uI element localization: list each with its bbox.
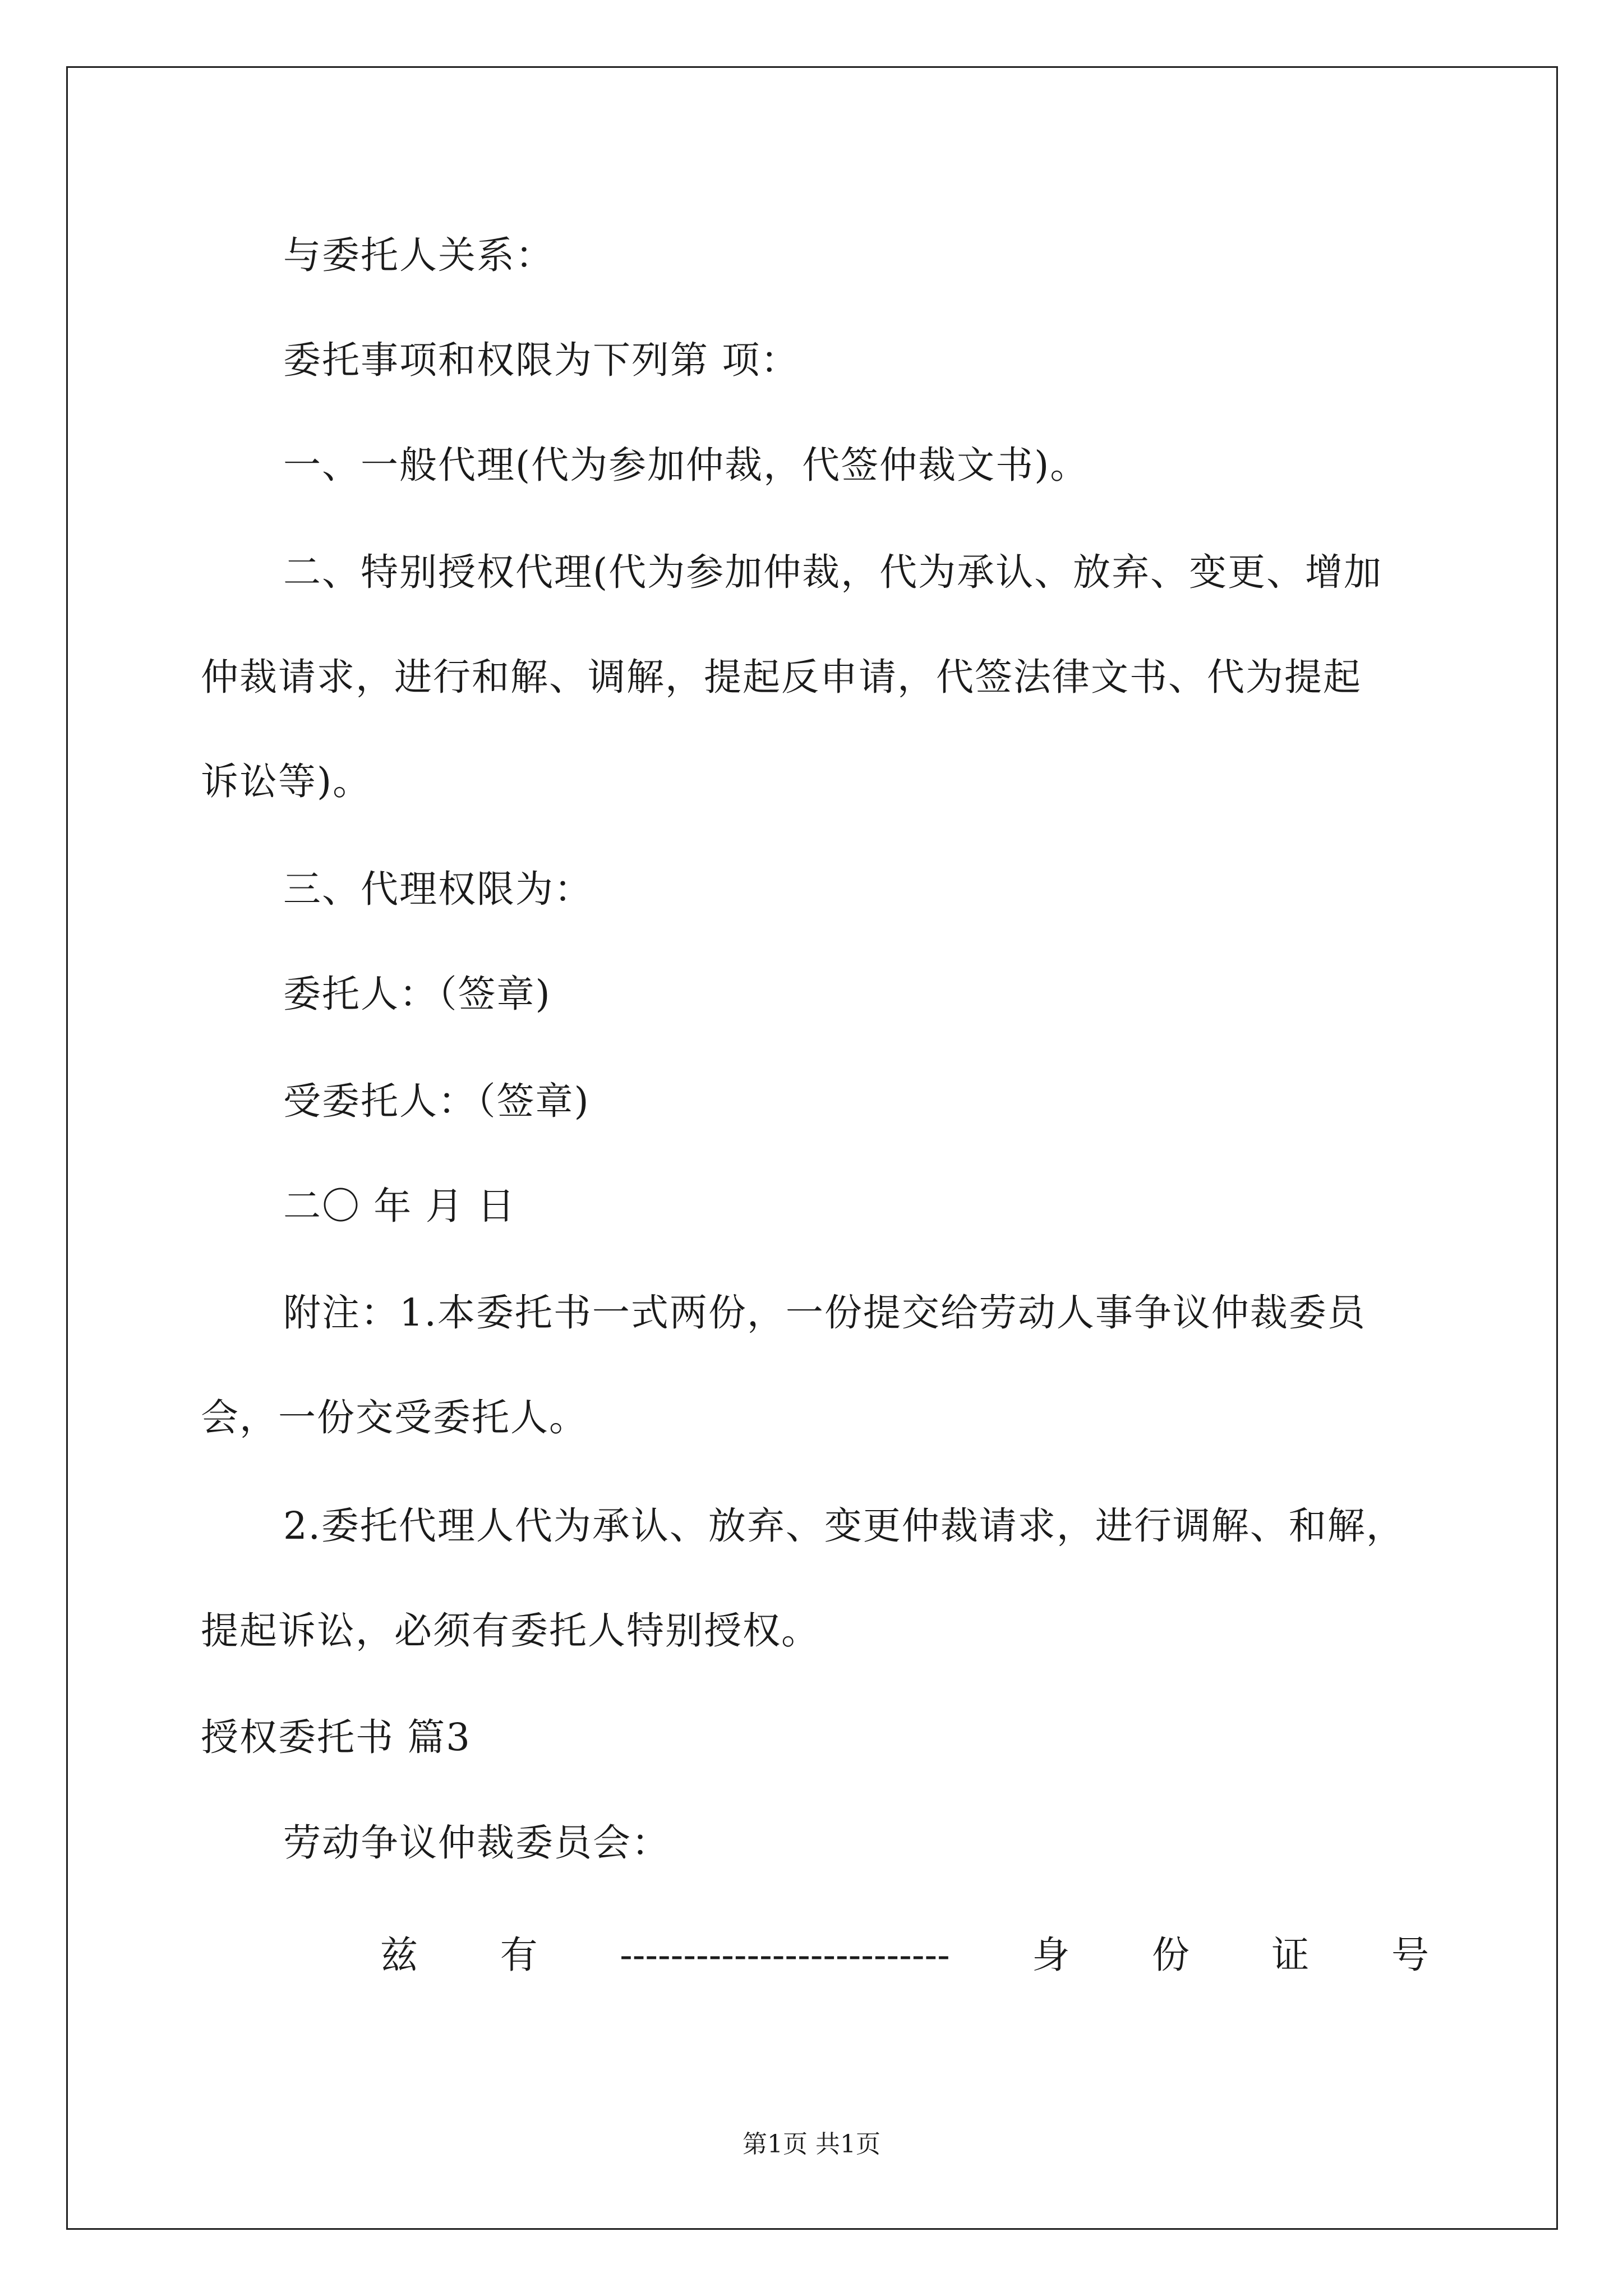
text-line: 会，一份交受委托人。 [201,1396,588,1439]
section-heading: 授权委托书 篇3 [201,1715,471,1759]
justified-line [380,1930,1429,1980]
text-line: 仲裁请求，进行和解、调解，提起反申请，代签法律文书、代为提起 [201,655,1362,699]
justified-word: 证 [1271,1933,1310,1977]
text-line: 附注：1.本委托书一式两份，一份提交给劳动人事争议仲裁委员 [283,1291,1366,1335]
text-line: 与委托人关系： [283,233,554,277]
justified-word: 兹 [380,1933,418,1977]
justified-word: 份 [1151,1933,1189,1977]
justified-word: 号 [1391,1933,1429,1977]
page-border [66,66,1558,2230]
text-line: 委托事项和权限为下列第 项： [283,338,800,382]
justified-word: 有 [500,1933,538,1977]
text-line: 受委托人：（签章) [283,1079,590,1123]
text-line: 提起诉讼，必须有委托人特别授权。 [201,1609,820,1653]
text-line: 三、代理权限为： [283,867,593,911]
text-line: 二〇 年 月 日 [283,1184,516,1228]
text-line: 诉讼等)。 [201,760,372,803]
page-footer: 第1页 共1页 [743,2130,880,2159]
text-line: 委托人：（签章) [283,972,551,1016]
text-line: 2.委托代理人代为承认、放弃、变更仲裁请求，进行调解、和解， [283,1504,1405,1548]
justified-word: 身 [1032,1933,1070,1977]
text-line: 二、特别授权代理(代为参加仲裁，代为承认、放弃、变更、增加 [283,550,1383,594]
text-line: 劳动争议仲裁委员会： [283,1821,670,1865]
text-line: 一、一般代理(代为参加仲裁，代签仲裁文书)。 [283,443,1089,487]
blank-dashes: -------------------------- [620,1933,950,1977]
